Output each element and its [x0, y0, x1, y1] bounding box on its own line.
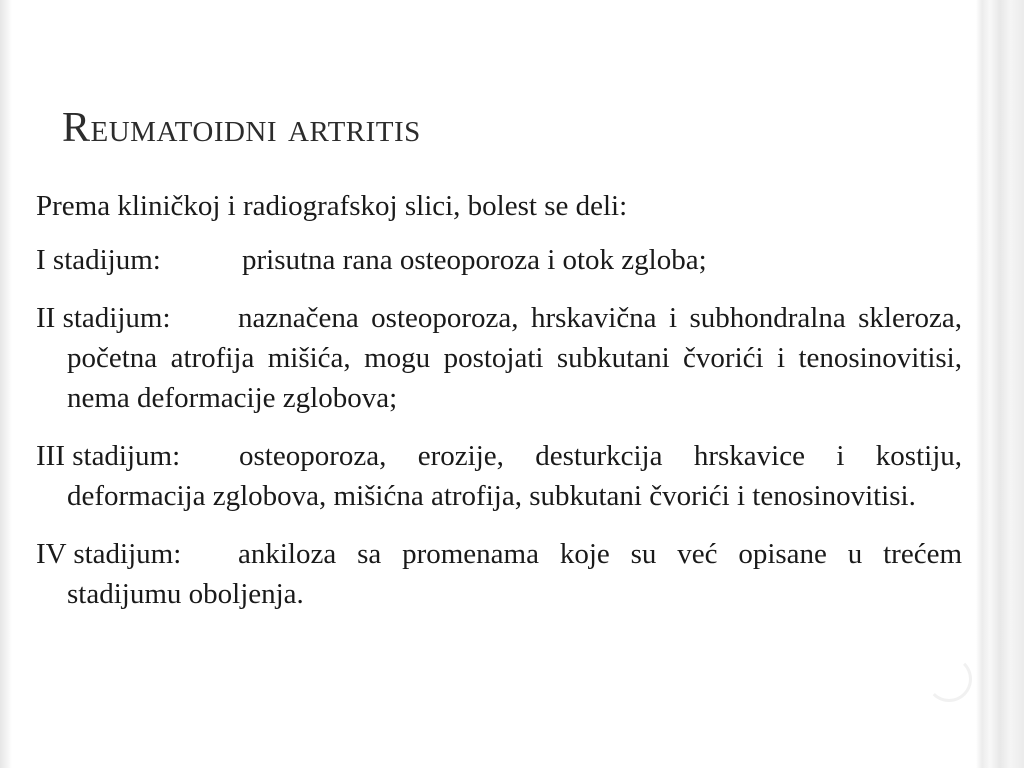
stage-2-label: II stadijum:: [36, 302, 171, 334]
stage-1-item: [36, 240, 962, 280]
intro-text: Prema kliničkoj i radiografskoj slici, bolest se deli:: [36, 190, 628, 222]
slide-body: [36, 186, 962, 632]
stage-2-description: naznačena osteoporoza, hrskavična i subhondralna skleroza, početna atrofija mišića, mogu postojati subkutani čvorići i tenosinovitisi, nema deformacije zglobova;: [67, 302, 962, 414]
corner-decoration: [926, 656, 972, 702]
stage-3-item: [36, 436, 962, 516]
slide-title: Reumatoidni artritis: [62, 105, 421, 151]
stage-3-label: III stadijum:: [36, 440, 181, 472]
stage-3-description: osteoporoza, erozije, desturkcija hrskavice i kostiju, deformacija zglobova, mišićna atrofija, subkutani čvorići i tenosinovitisi.: [67, 440, 962, 512]
stage-1-description: prisutna rana osteoporoza i otok zgloba;: [242, 244, 707, 276]
stage-4-description: ankiloza sa promenama koje su već opisane u trećem stadijumu oboljenja.: [67, 538, 962, 610]
right-page-edge: [976, 0, 1024, 768]
stage-1-label: I stadijum:: [36, 244, 161, 276]
stage-2-item: [36, 298, 962, 418]
stage-4-item: [36, 534, 962, 614]
stage-4-label: IV stadijum:: [36, 538, 182, 570]
left-page-edge: [0, 0, 12, 768]
